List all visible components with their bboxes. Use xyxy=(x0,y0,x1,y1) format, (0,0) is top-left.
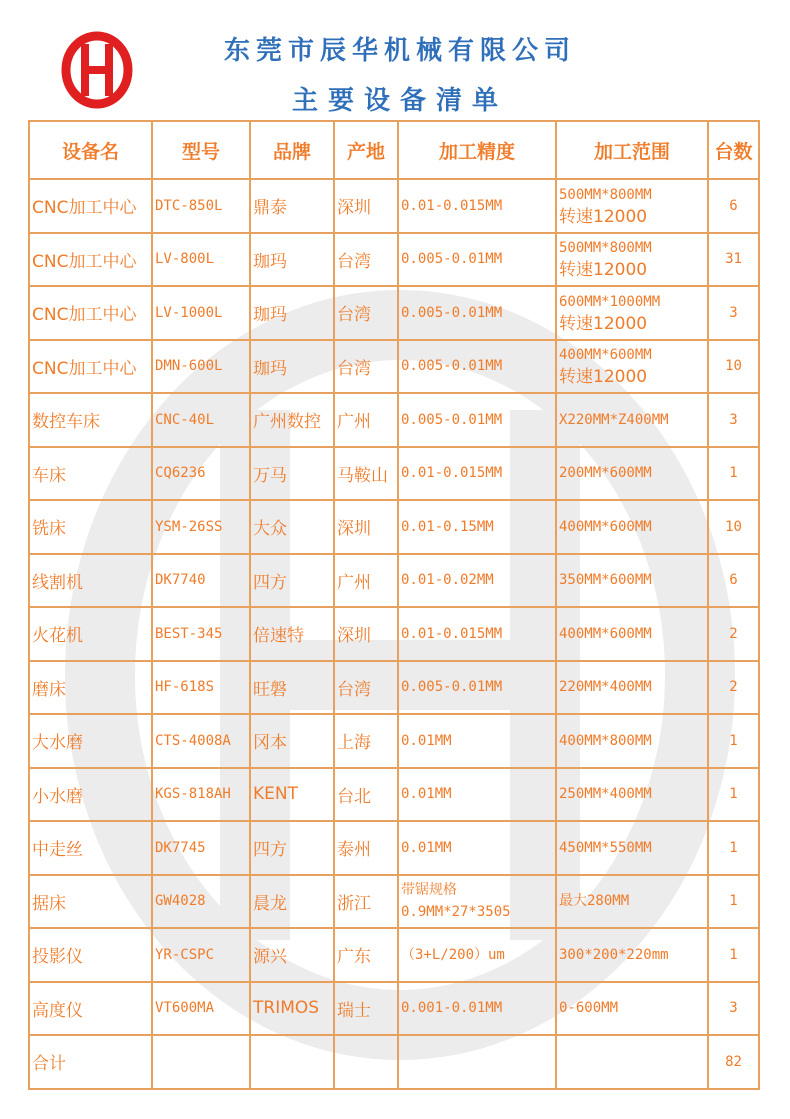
range-line1: 600MM*1000MM xyxy=(559,293,661,310)
precision xyxy=(398,554,556,608)
equipment-name: 数控车床 xyxy=(29,393,152,447)
precision xyxy=(398,500,556,554)
range-line1: 220MM*400MM xyxy=(559,679,652,696)
processing-range xyxy=(556,714,708,768)
processing-range xyxy=(556,661,708,715)
origin: 广州 xyxy=(334,393,398,447)
precision xyxy=(398,982,556,1036)
quantity: 10 xyxy=(708,340,759,394)
origin: 深圳 xyxy=(334,500,398,554)
quantity: 1 xyxy=(708,875,759,929)
model: DTC-850L xyxy=(152,179,250,233)
model: YSM-26SS xyxy=(152,500,250,554)
brand: 珈玛 xyxy=(250,233,334,287)
model: DMN-600L xyxy=(152,340,250,394)
column-header: 加工范围 xyxy=(556,121,708,179)
model: BEST-345 xyxy=(152,607,250,661)
origin: 台湾 xyxy=(334,340,398,394)
precision xyxy=(398,928,556,982)
model: GW4028 xyxy=(152,875,250,929)
equipment-name: 火花机 xyxy=(29,607,152,661)
model: DK7745 xyxy=(152,821,250,875)
equipment-name: CNC加工中心 xyxy=(29,340,152,394)
model: CNC-40L xyxy=(152,393,250,447)
table-row xyxy=(29,500,759,554)
column-header: 加工精度 xyxy=(398,121,556,179)
range-line2: 转速12000 xyxy=(559,367,648,388)
table-row xyxy=(29,982,759,1036)
table-row xyxy=(29,768,759,822)
range-line2: 转速12000 xyxy=(559,313,648,334)
precision-line1: 0.01-0.15MM xyxy=(401,518,494,535)
precision-line1: 0.001-0.01MM xyxy=(401,1000,503,1017)
origin: 泰州 xyxy=(334,821,398,875)
total-qty: 82 xyxy=(708,1035,759,1089)
processing-range xyxy=(556,340,708,394)
table-row xyxy=(29,179,759,233)
model: CTS-4008A xyxy=(152,714,250,768)
model: YR-CSPC xyxy=(152,928,250,982)
range-line1: 0-600MM xyxy=(559,1000,619,1017)
table-row xyxy=(29,661,759,715)
range-line1: 200MM*600MM xyxy=(559,465,652,482)
brand: 珈玛 xyxy=(250,286,334,340)
equipment-name: 中走丝 xyxy=(29,821,152,875)
range-line1: 最大280MM xyxy=(559,893,630,910)
precision-line1: 0.005-0.01MM xyxy=(401,251,503,268)
quantity: 10 xyxy=(708,500,759,554)
range-line1: 400MM*600MM xyxy=(559,625,652,642)
model: KGS-818AH xyxy=(152,768,250,822)
processing-range xyxy=(556,233,708,287)
table-row xyxy=(29,928,759,982)
equipment-name: CNC加工中心 xyxy=(29,179,152,233)
quantity: 1 xyxy=(708,928,759,982)
quantity: 6 xyxy=(708,554,759,608)
equipment-name: CNC加工中心 xyxy=(29,286,152,340)
brand: 大众 xyxy=(250,500,334,554)
precision xyxy=(398,286,556,340)
table-row xyxy=(29,714,759,768)
precision-line2: 0.9MM*27*3505 xyxy=(401,904,511,921)
equipment-table xyxy=(28,120,760,1090)
column-header: 品牌 xyxy=(250,121,334,179)
origin: 上海 xyxy=(334,714,398,768)
quantity: 3 xyxy=(708,982,759,1036)
precision xyxy=(398,714,556,768)
total-row xyxy=(29,1035,759,1089)
origin: 广州 xyxy=(334,554,398,608)
precision-line1: 带锯规格 xyxy=(401,882,457,899)
precision xyxy=(398,179,556,233)
model: HF-618S xyxy=(152,661,250,715)
range-line1: 300*200*220mm xyxy=(559,946,669,963)
precision-line1: 0.01-0.015MM xyxy=(401,625,503,642)
processing-range xyxy=(556,554,708,608)
processing-range xyxy=(556,286,708,340)
range-line1: 400MM*800MM xyxy=(559,732,652,749)
processing-range xyxy=(556,875,708,929)
origin: 台湾 xyxy=(334,233,398,287)
quantity: 3 xyxy=(708,286,759,340)
brand: TRIMOS xyxy=(250,982,334,1036)
table-row xyxy=(29,447,759,501)
processing-range xyxy=(556,768,708,822)
precision xyxy=(398,393,556,447)
brand: 冈本 xyxy=(250,714,334,768)
company-logo-icon xyxy=(60,30,134,110)
quantity: 1 xyxy=(708,821,759,875)
precision-line1: 0.01MM xyxy=(401,786,452,803)
table-row xyxy=(29,286,759,340)
origin: 台湾 xyxy=(334,661,398,715)
equipment-name: 磨床 xyxy=(29,661,152,715)
table-row xyxy=(29,821,759,875)
quantity: 31 xyxy=(708,233,759,287)
processing-range xyxy=(556,982,708,1036)
equipment-name: 车床 xyxy=(29,447,152,501)
range-line1: 450MM*550MM xyxy=(559,839,652,856)
table-row xyxy=(29,554,759,608)
precision-line1: 0.01MM xyxy=(401,839,452,856)
brand: 四方 xyxy=(250,821,334,875)
precision xyxy=(398,607,556,661)
equipment-name: 据床 xyxy=(29,875,152,929)
quantity: 2 xyxy=(708,661,759,715)
processing-range xyxy=(556,821,708,875)
range-line2: 转速12000 xyxy=(559,260,648,281)
model: VT600MA xyxy=(152,982,250,1036)
precision-line1: 0.005-0.01MM xyxy=(401,358,503,375)
equipment-name: 大水磨 xyxy=(29,714,152,768)
table-row xyxy=(29,233,759,287)
range-line1: 400MM*600MM xyxy=(559,518,652,535)
column-header: 产地 xyxy=(334,121,398,179)
brand: 源兴 xyxy=(250,928,334,982)
origin: 深圳 xyxy=(334,607,398,661)
origin: 浙江 xyxy=(334,875,398,929)
brand: 四方 xyxy=(250,554,334,608)
table-row xyxy=(29,340,759,394)
brand: 旺磐 xyxy=(250,661,334,715)
model: DK7740 xyxy=(152,554,250,608)
equipment-name: 小水磨 xyxy=(29,768,152,822)
precision-line1: 0.01-0.015MM xyxy=(401,465,503,482)
precision-line1: 0.01MM xyxy=(401,732,452,749)
precision xyxy=(398,233,556,287)
origin: 深圳 xyxy=(334,179,398,233)
range-line2: 转速12000 xyxy=(559,206,648,227)
equipment-name: 投影仪 xyxy=(29,928,152,982)
quantity: 1 xyxy=(708,447,759,501)
precision-line1: 0.005-0.01MM xyxy=(401,411,503,428)
brand: 晨龙 xyxy=(250,875,334,929)
equipment-name: 线割机 xyxy=(29,554,152,608)
company-name: 东莞市辰华机械有限公司 xyxy=(223,36,576,66)
precision-line1: （3+L/200）um xyxy=(401,946,505,963)
processing-range xyxy=(556,179,708,233)
range-line1: 350MM*600MM xyxy=(559,572,652,589)
table-row xyxy=(29,607,759,661)
origin: 台北 xyxy=(334,768,398,822)
model: LV-1000L xyxy=(152,286,250,340)
origin: 马鞍山 xyxy=(334,447,398,501)
precision-line1: 0.005-0.01MM xyxy=(401,679,503,696)
column-header: 设备名 xyxy=(29,121,152,179)
processing-range xyxy=(556,500,708,554)
table-row xyxy=(29,393,759,447)
table-header-row xyxy=(29,121,759,179)
brand: 广州数控 xyxy=(250,393,334,447)
model: CQ6236 xyxy=(152,447,250,501)
equipment-name: 高度仪 xyxy=(29,982,152,1036)
column-header: 台数 xyxy=(708,121,759,179)
brand: 珈玛 xyxy=(250,340,334,394)
document-title: 主要设备清单 xyxy=(291,86,508,116)
precision xyxy=(398,340,556,394)
processing-range xyxy=(556,393,708,447)
origin: 瑞士 xyxy=(334,982,398,1036)
range-line1: 500MM*800MM xyxy=(559,186,652,203)
quantity: 3 xyxy=(708,393,759,447)
precision-line1: 0.01-0.02MM xyxy=(401,572,494,589)
precision xyxy=(398,875,556,929)
processing-range xyxy=(556,928,708,982)
precision xyxy=(398,447,556,501)
table-row xyxy=(29,875,759,929)
brand: KENT xyxy=(250,768,334,822)
quantity: 1 xyxy=(708,768,759,822)
quantity: 2 xyxy=(708,607,759,661)
equipment-name: 铣床 xyxy=(29,500,152,554)
quantity: 1 xyxy=(708,714,759,768)
processing-range xyxy=(556,447,708,501)
brand: 倍速特 xyxy=(250,607,334,661)
brand: 鼎泰 xyxy=(250,179,334,233)
origin: 广东 xyxy=(334,928,398,982)
precision xyxy=(398,768,556,822)
range-line1: 400MM*600MM xyxy=(559,347,652,364)
precision-line1: 0.01-0.015MM xyxy=(401,197,503,214)
equipment-name: CNC加工中心 xyxy=(29,233,152,287)
range-line1: 500MM*800MM xyxy=(559,240,652,257)
processing-range xyxy=(556,607,708,661)
quantity: 6 xyxy=(708,179,759,233)
range-line1: 250MM*400MM xyxy=(559,786,652,803)
column-header: 型号 xyxy=(152,121,250,179)
model: LV-800L xyxy=(152,233,250,287)
brand: 万马 xyxy=(250,447,334,501)
range-line1: X220MM*Z400MM xyxy=(559,411,669,428)
precision xyxy=(398,821,556,875)
total-label: 合计 xyxy=(29,1035,152,1089)
precision xyxy=(398,661,556,715)
precision-line1: 0.005-0.01MM xyxy=(401,304,503,321)
origin: 台湾 xyxy=(334,286,398,340)
